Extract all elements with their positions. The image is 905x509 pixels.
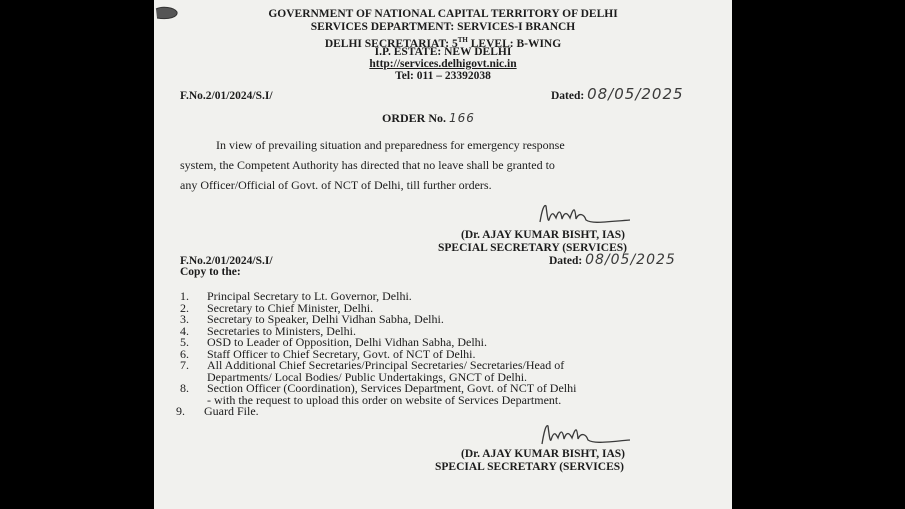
order-document: GOVERNMENT OF NATIONAL CAPITAL TERRITORY OF DELHI SERVICES DEPARTMENT: SERVICES-I BRANCH DELHI SECRETARIAT: 5TH LEVEL: B-WING I.P. ESTATE: NEW DELHI http://services.delhigovt.nic.in Tel: 011 – 23392038 F.No.2/01/2024/S.I/ Dated: 08/05/2025 ORDER No. 166 In view of prevailing situation and preparedness for emergency response system, the Competent Authority has directed that no leave shall be granted to any Officer/Official of Govt. of NCT of Delhi, till further orders. (Dr. AJAY KUMAR BISHT, IAS) SPECIAL SECRETARY (SERVICES) F.No.2/01/2024/S.I/ Dated: 08/05/2025 Copy to the: 1. Principal Secretary to Lt. Governor, Delhi. 2. Secretary to Chief Minister, Delhi. 3. Secretary to Speaker, Delhi Vidhan Sabha, Delhi. 4. Secretaries to Ministers, Delhi. 5. OSD to Leader of Opposition, Delhi Vidhan Sabha, Delhi. 6. Staff Officer to Chief Secretary, Govt. of NCT of Delhi. 7. All Additional Chief Secretaries/Principal Secretaries/ Secretaries/Head of Departments/ Local Bodies/ Public Undertakings, GNCT of Delhi. 8. Section Officer (Coordination), Services Department, Govt. of NCT of Delhi - with the request to upload this order on website of Services Department. 9. Guard File. (Dr. AJAY KUMAR BISHT, IAS) SPECIAL SECRETARY (SERVICES) [154, 0, 732, 509]
header-government: GOVERNMENT OF NATIONAL CAPITAL TERRITORY OF DELHI [268, 8, 618, 20]
copy-heading: Copy to the: [180, 266, 241, 278]
order-date: Dated: 08/05/2025 [551, 85, 684, 103]
signature-2 [536, 420, 636, 450]
order-number: ORDER No. 166 [382, 111, 475, 125]
file-number: F.No.2/01/2024/S.I/ [180, 90, 273, 102]
signatory-title-1: SPECIAL SECRETARY (SERVICES) [438, 242, 627, 254]
copy-date: Dated: 08/05/2025 [549, 252, 676, 268]
order-body: In view of prevailing situation and preparedness for emergency response system, the Competent Authority has directed that no leave shall be granted to any Officer/Official of Govt. of NCT of Delhi, till further orders. [180, 138, 565, 192]
signatory-title-2: SPECIAL SECRETARY (SERVICES) [435, 461, 624, 473]
signatory-name-2: (Dr. AJAY KUMAR BISHT, IAS) [461, 448, 626, 460]
header-estate: I.P. ESTATE: NEW DELHI [374, 46, 512, 58]
header-secretariat: DELHI SECRETARIAT: 5TH LEVEL: B-WING [324, 36, 562, 50]
copy-file-number: F.No.2/01/2024/S.I/ [180, 255, 273, 267]
header-website-link[interactable]: http://services.delhigovt.nic.in [369, 58, 517, 70]
signatory-name-1: (Dr. AJAY KUMAR BISHT, IAS) [461, 229, 626, 241]
header-telephone: Tel: 011 – 23392038 [395, 70, 491, 82]
header-department: SERVICES DEPARTMENT: SERVICES-I BRANCH [310, 21, 576, 33]
signature-1 [534, 200, 634, 230]
